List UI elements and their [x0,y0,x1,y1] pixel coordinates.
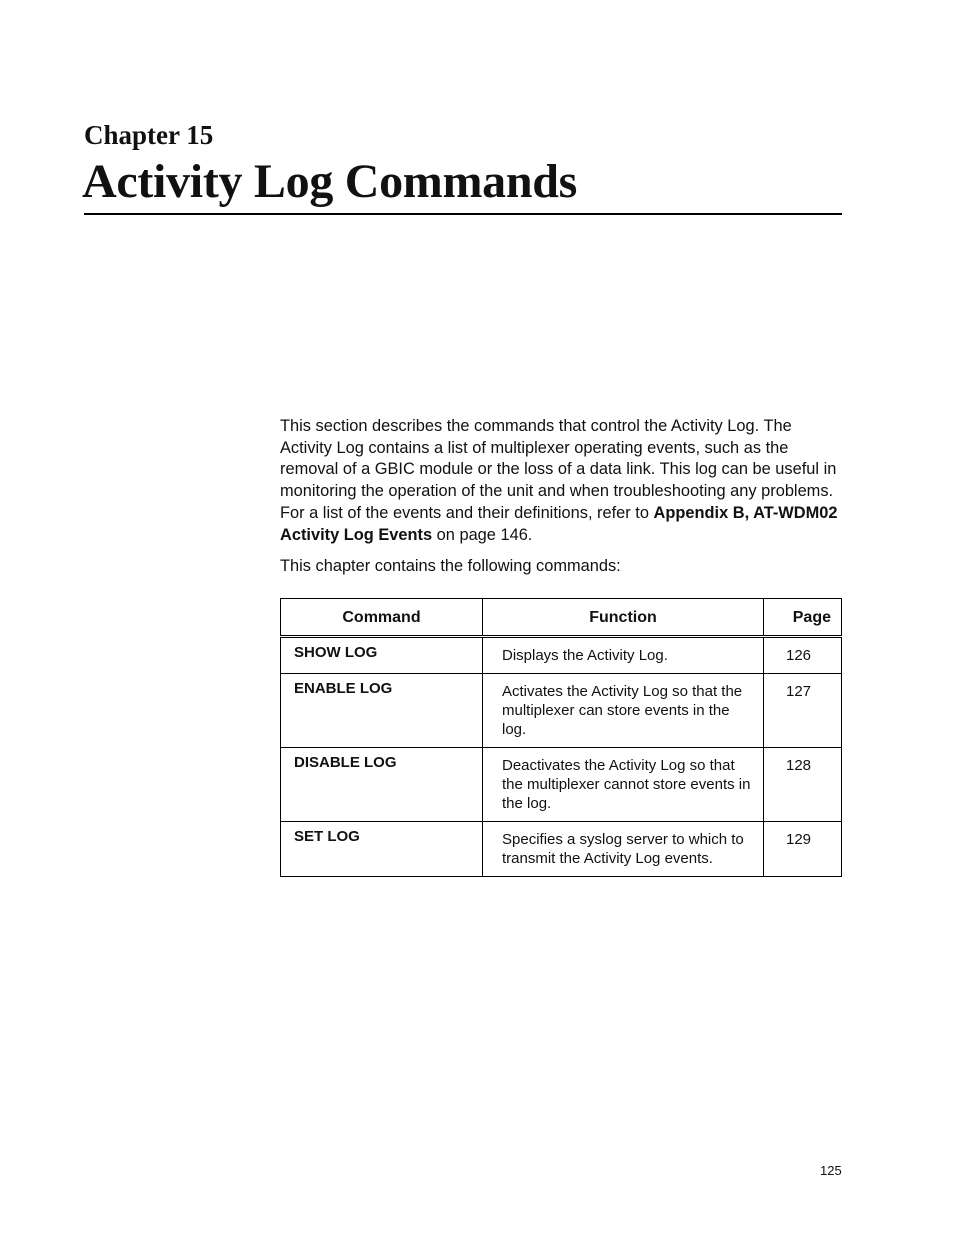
header-command: Command [281,599,483,637]
chapter-title: Activity Log Commands [82,155,578,208]
page-cell: 128 [764,748,842,822]
table-row [281,637,842,674]
function-cell: Displays the Activity Log. [483,637,764,674]
command-cell: ENABLE LOG [281,674,483,748]
intro-text-end: on page 146. [432,525,533,544]
function-cell: Specifies a syslog server to which to transmit the Activity Log events. [483,822,764,877]
intro-paragraph [280,416,845,546]
page-number: 125 [820,1163,842,1178]
command-cell: SET LOG [281,822,483,877]
function-cell: Deactivates the Activity Log so that the multiplexer cannot store events in the log. [483,748,764,822]
intro-text: This section describes the commands that control the Activity Log. The Activity Log contains a list of multiplexer operating events, such as the removal of a GBIC module or the loss of a data link. This log can be useful in monitoring the operation of the unit and when troubleshooting any problems. For a list of the events and their definitions, refer to [280,417,837,522]
table-header-row [281,599,842,637]
page-cell: 129 [764,822,842,877]
table-row [281,822,842,877]
command-cell: DISABLE LOG [281,748,483,822]
page-cell: 127 [764,674,842,748]
commands-lead: This chapter contains the following commands: [280,557,621,575]
title-rule [84,213,842,215]
table-row [281,748,842,822]
chapter-label: Chapter 15 [84,120,214,150]
header-function: Function [483,599,764,637]
appendix-reference: Appendix B, AT-WDM02 Activity Log Events [280,503,838,544]
table-row [281,674,842,748]
command-cell: SHOW LOG [281,637,483,674]
header-page: Page [764,599,842,637]
page-cell: 126 [764,637,842,674]
function-cell: Activates the Activity Log so that the multiplexer can store events in the log. [483,674,764,748]
commands-table [280,598,842,877]
